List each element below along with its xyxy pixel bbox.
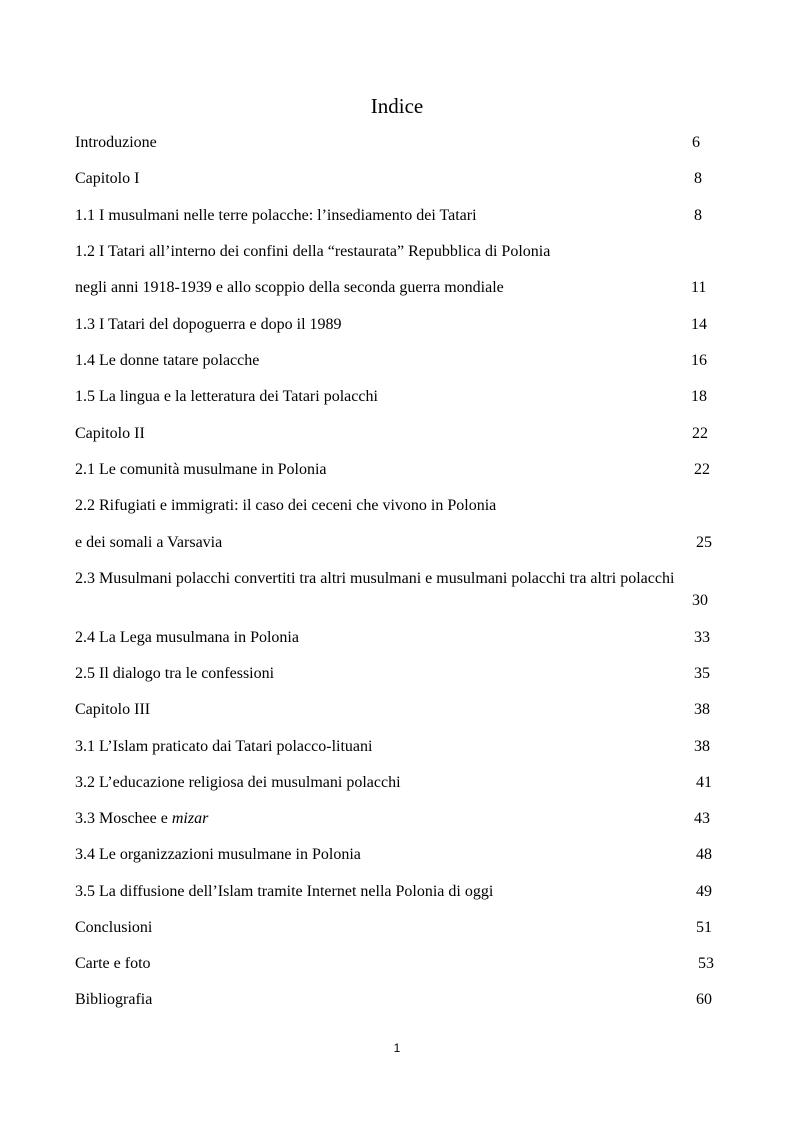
toc-page-number: 14: [691, 316, 707, 333]
toc-page-number: 11: [691, 279, 707, 296]
toc-page-number: 18: [691, 388, 707, 405]
toc-entry-capitolo-3: Capitolo III: [75, 701, 151, 718]
page-title: Indice: [370, 94, 424, 118]
toc-page-number: 30: [692, 592, 708, 609]
toc-entry-2-5: 2.5 Il dialogo tra le confessioni: [75, 665, 275, 682]
toc-page-number: 60: [696, 991, 712, 1008]
toc-entry-capitolo-2: Capitolo II: [75, 425, 145, 442]
toc-entry-1-5: 1.5 La lingua e la letteratura dei Tatari polacchi: [75, 388, 378, 405]
toc-page-number: 38: [694, 701, 710, 718]
toc-entry-bibliografia: Bibliografia: [75, 991, 153, 1008]
toc-page-number: 51: [696, 919, 712, 936]
toc-entry-3-3: [75, 808, 675, 830]
toc-page-number: 35: [694, 665, 710, 682]
toc-page-number: 48: [696, 846, 712, 863]
toc-entry-2-2: 2.2 Rifugiati e immigrati: il caso dei ceceni che vivono in Polonia: [75, 497, 497, 514]
toc-entry-introduzione: Introduzione: [75, 134, 157, 151]
toc-page-number: 6: [692, 134, 700, 151]
toc-entry-carte-e-foto: Carte e foto: [75, 955, 151, 972]
toc-page-number: 49: [696, 883, 712, 900]
page-number-footer: 1: [393, 1041, 401, 1055]
toc-entry-1-2-cont: negli anni 1918-1939 e allo scoppio della seconda guerra mondiale: [75, 279, 504, 296]
toc-entry-2-1: 2.1 Le comunità musulmane in Polonia: [75, 461, 327, 478]
toc-page-number: 38: [694, 738, 710, 755]
toc-entry-3-1: 3.1 L’Islam praticato dai Tatari polacco-lituani: [75, 738, 373, 755]
toc-page-number: 22: [694, 461, 710, 478]
toc-entry-3-3-italic: mizar: [171, 810, 209, 827]
toc-entry-1-4: 1.4 Le donne tatare polacche: [75, 352, 260, 369]
toc-page-number: 33: [694, 629, 710, 646]
toc-page-number: 16: [691, 352, 707, 369]
toc-entry-1-1: 1.1 I musulmani nelle terre polacche: l’insediamento dei Tatari: [75, 207, 477, 224]
toc-entry-3-2: 3.2 L’educazione religiosa dei musulmani polacchi: [75, 774, 401, 791]
toc-page-number: 41: [696, 774, 712, 791]
toc-entry-3-4: 3.4 Le organizzazioni musulmane in Polonia: [75, 846, 361, 863]
toc-page-number: 25: [696, 534, 712, 551]
toc-entry-1-2: 1.2 I Tatari all’interno dei confini della “restaurata” Repubblica di Polonia: [75, 243, 551, 260]
toc-page-number: 8: [694, 170, 702, 187]
toc-page-number: 53: [698, 955, 714, 972]
toc-entry-1-3: 1.3 I Tatari del dopoguerra e dopo il 1989: [75, 316, 342, 333]
toc-entry-conclusioni: Conclusioni: [75, 919, 153, 936]
toc-page-number: 8: [694, 207, 702, 224]
toc-entry-2-2-cont: e dei somali a Varsavia: [75, 534, 223, 551]
toc-entry-2-4: 2.4 La Lega musulmana in Polonia: [75, 629, 299, 646]
toc-page-number: 22: [692, 425, 708, 442]
toc-entry-2-3: 2.3 Musulmani polacchi convertiti tra altri musulmani e musulmani polacchi tra altri polacchi: [75, 570, 675, 587]
toc-entry-capitolo-1: Capitolo I: [75, 170, 140, 187]
toc-entry-3-5: 3.5 La diffusione dell’Islam tramite Internet nella Polonia di oggi: [75, 883, 494, 900]
toc-entry-3-3-prefix: 3.3 Moschee e: [75, 810, 172, 827]
toc-page-number: 43: [694, 810, 710, 827]
